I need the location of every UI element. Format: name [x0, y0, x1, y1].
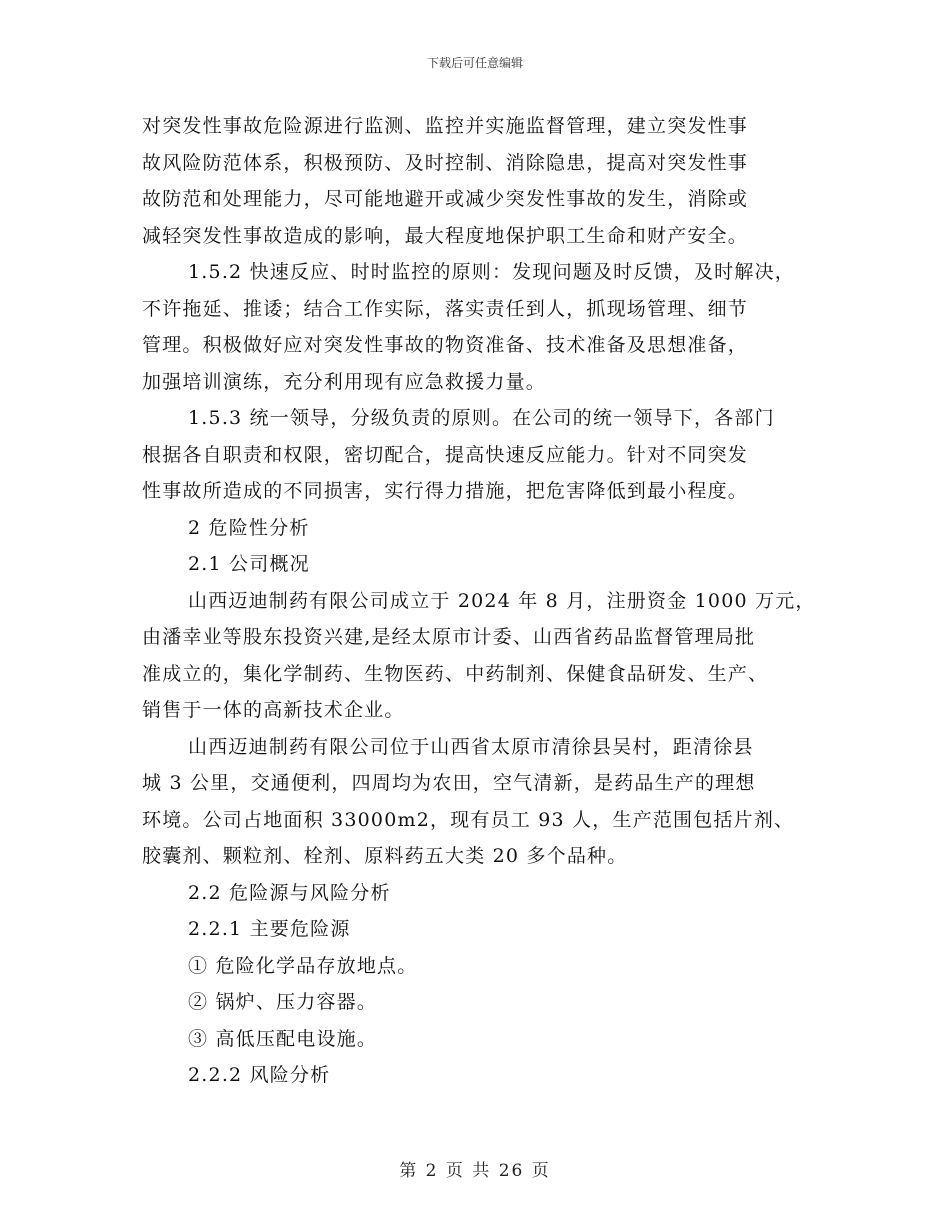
text-line: 管理。积极做好应对突发性事故的物资准备、技术准备及思想准备，: [142, 334, 749, 356]
list-item: ③ 高低压配电设施。: [188, 1027, 378, 1050]
text-line: 减轻突发性事故造成的影响，最大程度地保护职工生命和财产安全。: [142, 224, 749, 247]
page-footer: 第 2 页 共 26 页: [399, 1161, 551, 1181]
text-line: 环境。公司占地面积 33000m2，现有员工 93 人，生产范围包括片剂、: [142, 808, 795, 831]
section-heading: 2.2 危险源与风险分析: [188, 881, 391, 904]
document-body: [142, 108, 842, 1094]
page-header: 下载后可任意编辑: [426, 56, 523, 70]
text-line: 准成立的，集化学制药、生物医药、中药制剂、保健食品研发、生产、: [142, 662, 769, 685]
text-line: 山西迈迪制药有限公司位于山西省太原市清徐县吴村，距清徐县: [188, 735, 754, 758]
section-heading: 2.2.2 风险分析: [188, 1064, 331, 1086]
text-line: 不许拖延、推诿；结合工作实际，落实责任到人，抓现场管理、细节: [142, 297, 749, 320]
text-line: 故风险防范体系，积极预防、及时控制、消除隐患，提高对突发性事: [142, 151, 749, 174]
text-line: 城 3 公里，交通便利，四周均为农田，空气清新，是药品生产的理想: [142, 772, 756, 794]
section-heading: 2 危险性分析: [188, 516, 310, 539]
list-item: ① 危险化学品存放地点。: [188, 954, 418, 977]
text-line: 销售于一体的高新技术企业。: [142, 699, 405, 721]
text-line: 胶囊剂、颗粒剂、栓剂、原料药五大类 20 多个品种。: [142, 845, 628, 867]
text-line: 根据各自职责和权限，密切配合，提高快速反应能力。针对不同突发: [142, 443, 749, 466]
section-heading: 2.2.1 主要危险源: [188, 918, 351, 940]
text-line: 性事故所造成的不同损害，实行得力措施，把危害降低到最小程度。: [142, 480, 749, 502]
text-line: 对突发性事故危险源进行监测、监控并实施监督管理，建立突发性事: [142, 115, 749, 137]
text-line: 由潘幸业等股东投资兴建,是经太原市计委、山西省药品监督管理局批: [142, 626, 756, 648]
text-line: 加强培训演练，充分利用现有应急救援力量。: [142, 370, 547, 393]
text-line: 1.5.3 统一领导，分级负责的原则。在公司的统一领导下，各部门: [188, 407, 775, 429]
list-item: ② 锅炉、压力容器。: [188, 991, 378, 1013]
text-line: 故防范和处理能力，尽可能地避开或减少突发性事故的发生，消除或: [142, 188, 749, 210]
text-line: 1.5.2 快速反应、时时监控的原则：发现问题及时反馈，及时解决，: [188, 261, 795, 283]
section-heading: 2.1 公司概况: [188, 553, 310, 575]
text-line: 山西迈迪制药有限公司成立于 2024 年 8 月，注册资金 1000 万元，: [188, 589, 816, 612]
